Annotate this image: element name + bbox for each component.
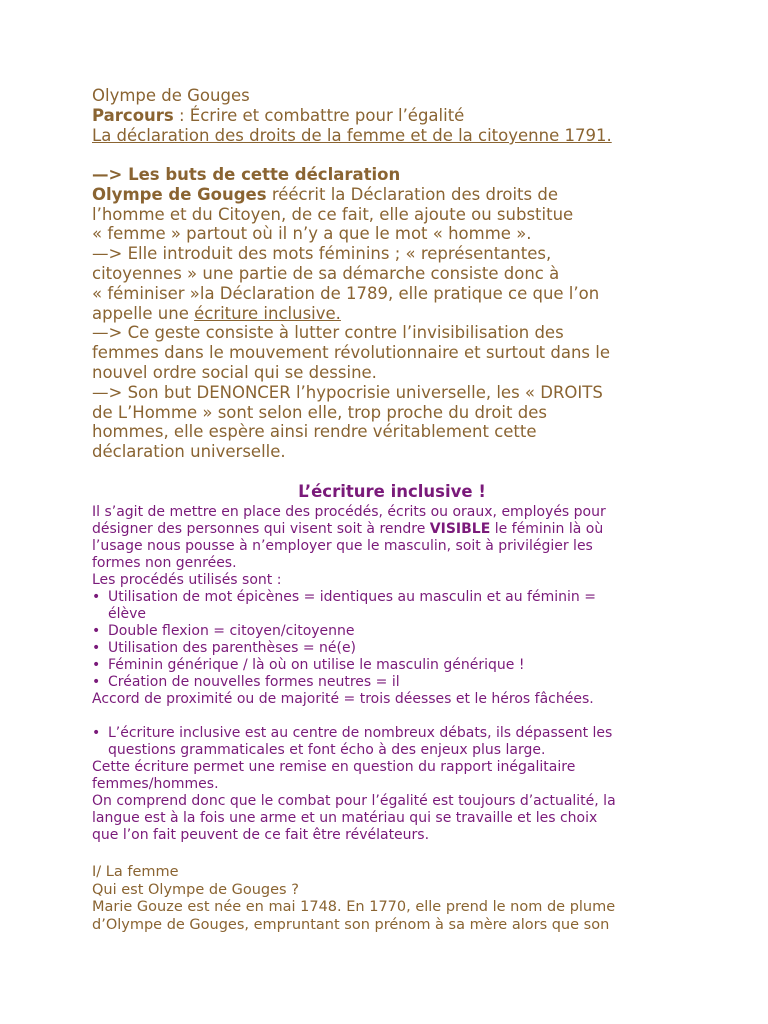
text-line [92,521,692,538]
author-line: Olympe de Gouges [92,86,250,105]
text-line: Marie Gouze est née en mai 1748. En 1770, elle prend le nom de plume [92,899,616,915]
question-line: Qui est Olympe de Gouges ? [92,881,299,898]
paragraph-line: « féminiser »la Déclaration de 1789, elle pratique ce que l’on [92,283,600,303]
paragraph-line: déclaration universelle. [92,442,286,462]
bullet-item [92,674,692,691]
bullet-text: Utilisation des parenthèses = né(e) [108,640,357,656]
text-line: d’Olympe de Gouges, empruntant son prénom à sa mère alors que son [92,916,610,933]
bullet-item [92,623,692,640]
bullet-glyph: • [92,657,101,673]
parcours-label: Parcours [92,106,174,125]
bullet-text: Utilisation de mot épicènes = identiques au masculin et au féminin = [108,589,596,605]
line-text: réécrit la Déclaration des droits de [266,184,558,204]
bullet-item [92,589,692,623]
underlined-term: écriture inclusive. [194,303,341,323]
paragraph-line: de L’Homme » sont selon elle, trop proche du droit des [92,402,547,422]
paragraph-line: —> Ce geste consiste à lutter contre l’invisibilisation des [92,323,564,343]
bullet-glyph: • [92,623,101,639]
text-line: Cette écriture permet une remise en question du rapport inégalitaire [92,759,576,775]
bullet-item [92,640,692,657]
paragraph-line [92,185,692,205]
paragraph-line: citoyennes » une partie de sa démarche consiste donc à [92,263,560,283]
text-line: femmes/hommes. [92,776,219,792]
paragraph-line: « femme » partout où il n’y a que le mot « homme ». [92,224,532,244]
section-femme [92,864,692,934]
line-text: appelle une [92,303,195,323]
section-heading [92,165,692,185]
text-line: langue est à la fois une arme et un matériau qui se travaille et les choix [92,810,598,826]
bullet-text: élève [108,606,147,622]
bullet-text: Double flexion = citoyen/citoyenne [108,623,355,639]
bullet-text: L’écriture inclusive est au centre de nombreux débats, ils dépassent les [108,725,613,741]
text-line: Accord de proximité ou de majorité = trois déesses et le héros fâchées. [92,691,594,707]
text-line: On comprend donc que le combat pour l’égalité est toujours d’actualité, la [92,793,616,809]
bullet-text: questions grammaticales et font écho à des enjeux plus large. [108,742,546,758]
paragraph-line: femmes dans le mouvement révolutionnaire et surtout dans le [92,343,611,363]
bullet-glyph: • [92,640,101,656]
paragraph-line [92,304,692,324]
bullet-glyph: • [92,589,101,605]
text-line: formes non genrées. [92,555,237,571]
section-title: L’écriture inclusive ! [298,482,486,501]
text-line: l’usage nous pousse à n’employer que le masculin, soit à privilégier les [92,538,593,554]
author-name: Olympe de Gouges [92,184,267,204]
section-buts [92,165,692,462]
text-line: Il s’agit de mettre en place des procédés, écrits ou oraux, employés pour [92,504,606,520]
paragraph-line: l’homme et du Citoyen, de ce fait, elle ajoute ou substitue [92,204,574,224]
parcours-line [92,106,612,126]
paragraph-line: —> Elle introduit des mots féminins ; « représentantes, [92,244,552,264]
section-heading: I/ La femme [92,864,179,880]
line-text: le féminin là où [490,521,604,537]
section-inclusive [92,482,692,844]
text-line: que l’on fait peuvent de ce fait être révélateurs. [92,827,430,843]
work-title: La déclaration des droits de la femme et de la citoyenne 1791. [92,126,612,145]
bullet-item [92,657,692,674]
heading-text: Les buts de cette déclaration [128,165,401,184]
line-text: désigner des personnes qui visent soit à rendre [92,521,430,537]
bullet-glyph: • [92,725,101,741]
bullet-text: Féminin générique / là où on utilise le masculin générique ! [108,657,525,673]
text-line: Les procédés utilisés sont : [92,572,282,588]
paragraph-line: nouvel ordre social qui se dessine. [92,362,377,382]
emphasis-word: VISIBLE [429,521,491,537]
bullet-text: Création de nouvelles formes neutres = il [108,674,400,690]
document-header [92,86,612,146]
arrow-glyph: —> [92,165,129,184]
paragraph-line: —> Son but DENONCER l’hypocrisie universelle, les « DROITS [92,382,603,402]
bullet-glyph: • [92,674,101,690]
paragraph-line: hommes, elle espère ainsi rendre véritablement cette [92,422,537,442]
parcours-title: : Écrire et combattre pour l’égalité [173,106,465,125]
blank-line [92,708,692,725]
bullet-item [92,725,692,759]
